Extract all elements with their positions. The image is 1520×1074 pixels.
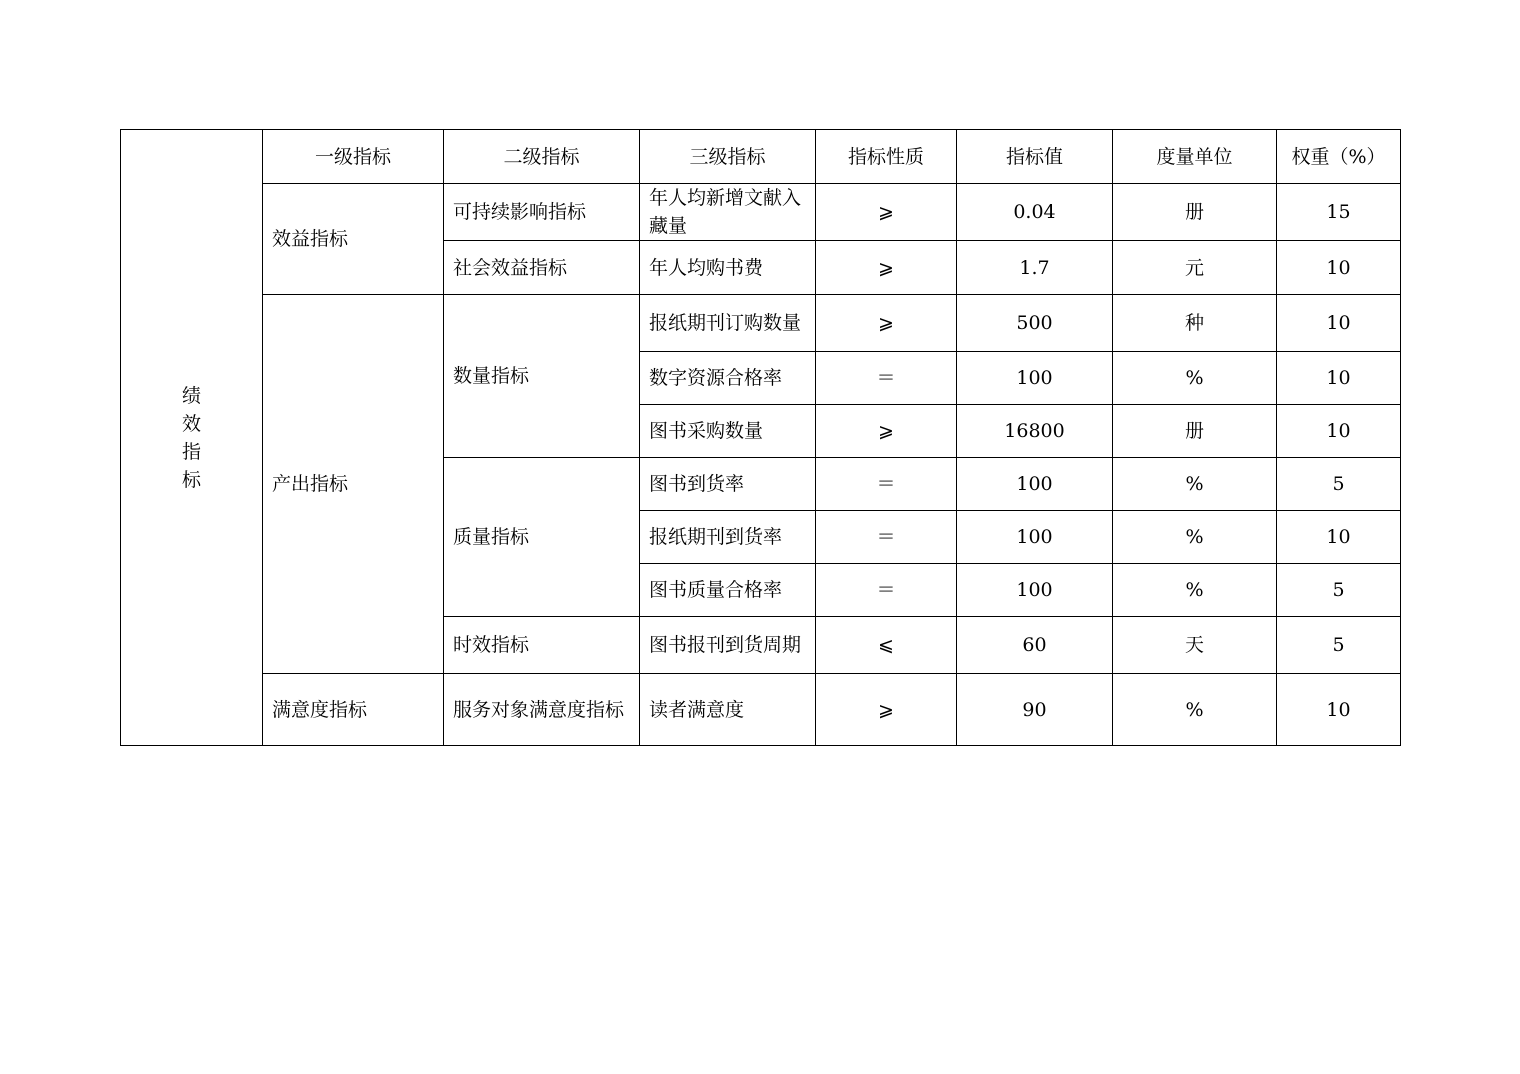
level2-sustainable: 可持续影响指标 xyxy=(444,184,640,241)
level2-social: 社会效益指标 xyxy=(444,241,640,295)
level3-cell: 读者满意度 xyxy=(640,674,816,746)
value-cell: 1.7 xyxy=(957,241,1113,295)
weight-cell: 5 xyxy=(1277,617,1401,674)
unit-cell: 种 xyxy=(1113,295,1277,352)
header-weight: 权重（%） xyxy=(1277,130,1401,184)
nature-cell: ⩾ xyxy=(816,405,957,458)
header-nature: 指标性质 xyxy=(816,130,957,184)
level1-satisfaction: 满意度指标 xyxy=(263,674,444,746)
weight-cell: 10 xyxy=(1277,352,1401,405)
level3-cell: 图书到货率 xyxy=(640,458,816,511)
weight-cell: 15 xyxy=(1277,184,1401,241)
header-row xyxy=(121,130,1401,184)
nature-cell: ＝ xyxy=(816,458,957,511)
level2-timeliness: 时效指标 xyxy=(444,617,640,674)
side-label-char: 指 xyxy=(181,440,201,463)
nature-cell: ⩾ xyxy=(816,295,957,352)
level3-cell: 数字资源合格率 xyxy=(640,352,816,405)
unit-cell: 元 xyxy=(1113,241,1277,295)
unit-cell: 册 xyxy=(1113,405,1277,458)
unit-cell: % xyxy=(1113,564,1277,617)
level2-service-satisfaction: 服务对象满意度指标 xyxy=(444,674,640,746)
value-cell: 100 xyxy=(957,458,1113,511)
table-row xyxy=(121,184,1401,241)
level3-cell: 图书报刊到货周期 xyxy=(640,617,816,674)
unit-cell: % xyxy=(1113,674,1277,746)
level3-cell: 报纸期刊订购数量 xyxy=(640,295,816,352)
header-value: 指标值 xyxy=(957,130,1113,184)
unit-cell: 天 xyxy=(1113,617,1277,674)
nature-cell: ＝ xyxy=(816,352,957,405)
value-cell: 500 xyxy=(957,295,1113,352)
level2-quality: 质量指标 xyxy=(444,458,640,617)
level3-cell: 图书质量合格率 xyxy=(640,564,816,617)
weight-cell: 10 xyxy=(1277,295,1401,352)
nature-cell: ⩾ xyxy=(816,184,957,241)
value-cell: 100 xyxy=(957,352,1113,405)
nature-cell: ⩾ xyxy=(816,674,957,746)
level1-output: 产出指标 xyxy=(263,295,444,674)
nature-cell: ＝ xyxy=(816,564,957,617)
performance-indicator-label xyxy=(121,130,263,746)
value-cell: 100 xyxy=(957,564,1113,617)
weight-cell: 10 xyxy=(1277,511,1401,564)
header-level1: 一级指标 xyxy=(263,130,444,184)
side-label-char: 效 xyxy=(181,412,201,435)
nature-cell: ⩽ xyxy=(816,617,957,674)
performance-indicator-table xyxy=(120,129,1401,746)
weight-cell: 10 xyxy=(1277,674,1401,746)
header-level2: 二级指标 xyxy=(444,130,640,184)
unit-cell: % xyxy=(1113,352,1277,405)
level3-cell: 图书采购数量 xyxy=(640,405,816,458)
level1-benefit: 效益指标 xyxy=(263,184,444,295)
weight-cell: 5 xyxy=(1277,458,1401,511)
value-cell: 90 xyxy=(957,674,1113,746)
nature-cell: ⩾ xyxy=(816,241,957,295)
unit-cell: 册 xyxy=(1113,184,1277,241)
level3-cell: 报纸期刊到货率 xyxy=(640,511,816,564)
weight-cell: 10 xyxy=(1277,405,1401,458)
level3-cell: 年人均新增文献入藏量 xyxy=(640,184,816,241)
value-cell: 100 xyxy=(957,511,1113,564)
nature-cell: ＝ xyxy=(816,511,957,564)
table-row xyxy=(121,674,1401,746)
unit-cell: % xyxy=(1113,511,1277,564)
value-cell: 0.04 xyxy=(957,184,1113,241)
header-unit: 度量单位 xyxy=(1113,130,1277,184)
value-cell: 16800 xyxy=(957,405,1113,458)
side-label-char: 绩 xyxy=(181,384,201,407)
level3-cell: 年人均购书费 xyxy=(640,241,816,295)
unit-cell: % xyxy=(1113,458,1277,511)
header-level3: 三级指标 xyxy=(640,130,816,184)
level2-quantity: 数量指标 xyxy=(444,295,640,458)
weight-cell: 10 xyxy=(1277,241,1401,295)
table-row xyxy=(121,295,1401,352)
value-cell: 60 xyxy=(957,617,1113,674)
weight-cell: 5 xyxy=(1277,564,1401,617)
side-label-char: 标 xyxy=(181,468,201,491)
